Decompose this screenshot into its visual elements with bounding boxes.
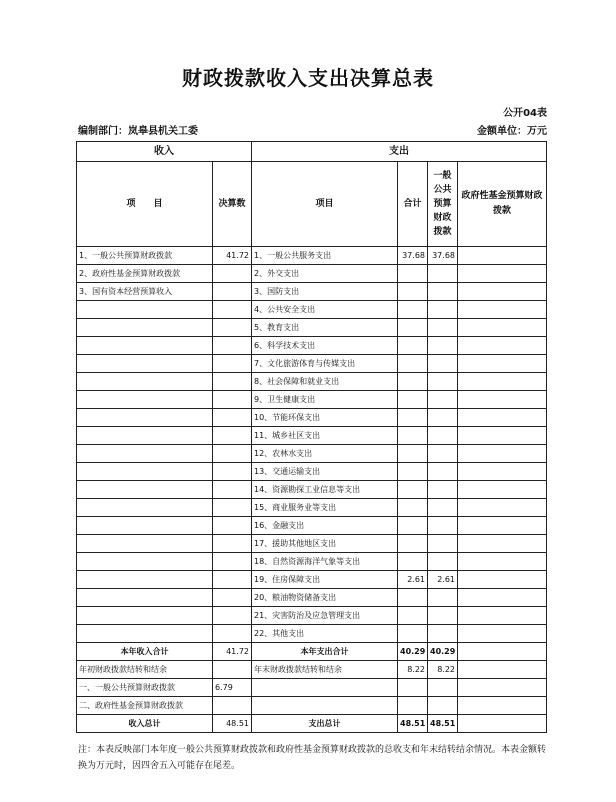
income-header: 收入 [77,142,252,162]
expense-item: 9、卫生健康支出 [252,391,398,409]
expense-item: 6、科学技术支出 [252,337,398,355]
table-row [77,589,547,607]
income-amount [213,553,252,571]
expense-general: 37.68 [428,247,458,265]
department-name: 岚皋县机关工委 [128,126,198,137]
year-total-row [77,643,547,661]
expense-item: 14、资源勘探工业信息等支出 [252,481,398,499]
carry-out-total: 8.22 [398,661,428,679]
expense-general [428,427,458,445]
expense-fund [458,589,547,607]
income-item [77,463,213,481]
expense-fund [458,535,547,553]
table-row [77,283,547,301]
expense-total [398,607,428,625]
income-item [77,499,213,517]
expense-item: 18、自然资源海洋气象等支出 [252,553,398,571]
expense-fund [458,247,547,265]
expense-total [398,625,428,643]
expense-fund [458,517,547,535]
expense-header: 支出 [252,142,547,162]
expense-item: 16、金融支出 [252,517,398,535]
header-row-1 [77,142,547,162]
year-expense-fund [458,643,547,661]
income-amount [213,283,252,301]
expense-general: 2.61 [428,571,458,589]
expense-total [398,391,428,409]
expense-general [428,337,458,355]
income-item [77,535,213,553]
expense-item: 13、交通运输支出 [252,463,398,481]
income-amount [213,607,252,625]
table-row [77,571,547,589]
income-item [77,481,213,499]
expense-fund [458,301,547,319]
expense-total: 2.61 [398,571,428,589]
expense-fund [458,463,547,481]
year-expense-general: 40.29 [428,643,458,661]
table-row [77,553,547,571]
expense-general [428,445,458,463]
income-amount [213,535,252,553]
income-grand-total-amount: 48.51 [213,715,252,733]
expense-item: 4、公共安全支出 [252,301,398,319]
expense-general [428,373,458,391]
expense-item: 10、节能环保支出 [252,409,398,427]
expense-fund [458,373,547,391]
income-item [77,409,213,427]
table-row [77,373,547,391]
expense-general [428,517,458,535]
expense-item: 2、外交支出 [252,265,398,283]
carry-general-row [77,679,547,697]
carry-row [77,661,547,679]
expense-total [398,427,428,445]
income-item [77,517,213,535]
income-amount [213,445,252,463]
table-row [77,355,547,373]
income-item [77,391,213,409]
expense-grand-fund [458,715,547,733]
expense-general [428,319,458,337]
carry-fund-label: 二、政府性基金预算财政拨款 [77,697,213,715]
income-item [77,337,213,355]
expense-general [428,553,458,571]
carry-in-label: 年初财政拨款结转和结余 [77,661,213,679]
income-amount [213,589,252,607]
expense-item: 12、农林水支出 [252,445,398,463]
income-amount [213,625,252,643]
income-amount [213,265,252,283]
footnote: 注：本表反映部门本年度一般公共预算财政拨款和政府性基金预算财政拨款的总收支和年末结转结余情况。本表金额转换为万元时，因四舍五入可能存在尾差。 [78,745,547,771]
expense-item: 7、文化旅游体育与传媒支出 [252,355,398,373]
carry-fund-row [77,697,547,715]
expense-item: 15、商业服务业等支出 [252,499,398,517]
expense-general [428,391,458,409]
expense-general-header: 一般 公共 预算 财政 拨款 [428,162,458,247]
expense-total [398,445,428,463]
income-item [77,301,213,319]
income-item [77,373,213,391]
expense-item: 22、其他支出 [252,625,398,643]
expense-total [398,373,428,391]
expense-item: 17、援助其他地区支出 [252,535,398,553]
expense-item-header: 项目 [252,162,398,247]
expense-grand-total-label: 支出总计 [252,715,398,733]
expense-general [428,607,458,625]
expense-fund [458,283,547,301]
expense-fund [458,427,547,445]
expense-item: 21、灾害防治及应急管理支出 [252,607,398,625]
expense-general [428,625,458,643]
amount-unit: 金额单位：万元 [477,126,547,137]
expense-total-header: 合计 [398,162,428,247]
expense-total: 37.68 [398,247,428,265]
income-amount [213,409,252,427]
expense-item: 19、住房保障支出 [252,571,398,589]
expense-general [428,481,458,499]
year-income-total-label: 本年收入合计 [77,643,213,661]
table-row [77,247,547,265]
expense-total [398,535,428,553]
expense-total [398,517,428,535]
table-row [77,337,547,355]
expense-general [428,535,458,553]
expense-fund [458,391,547,409]
expense-fund [458,607,547,625]
table-row [77,517,547,535]
income-item [77,445,213,463]
income-item-header: 项 目 [77,162,213,247]
expense-fund [458,481,547,499]
income-grand-total-label: 收入总计 [77,715,213,733]
expense-total [398,409,428,427]
expense-total [398,499,428,517]
income-item [77,589,213,607]
year-expense-total-label: 本年支出合计 [252,643,398,661]
year-income-total-amount: 41.72 [213,643,252,661]
table-row [77,481,547,499]
income-amount [213,463,252,481]
expense-general [428,409,458,427]
income-amount: 41.72 [213,247,252,265]
income-item [77,571,213,589]
expense-item: 11、城乡社区支出 [252,427,398,445]
table-row [77,607,547,625]
expense-item: 8、社会保障和就业支出 [252,373,398,391]
income-item: 2、政府性基金预算财政拨款 [77,265,213,283]
expense-general [428,589,458,607]
expense-general [428,283,458,301]
expense-total [398,319,428,337]
table-row [77,409,547,427]
expense-fund [458,409,547,427]
expense-total [398,265,428,283]
table-row [77,319,547,337]
expense-general [428,355,458,373]
expense-fund [458,445,547,463]
expense-grand-total: 48.51 [398,715,428,733]
header-row-2 [77,162,547,247]
income-amount [213,355,252,373]
income-amount [213,373,252,391]
income-amount [213,481,252,499]
income-item [77,319,213,337]
income-amount [213,427,252,445]
income-item [77,553,213,571]
expense-total [398,481,428,499]
income-item: 3、国有资本经营预算收入 [77,283,213,301]
form-code: 公开04表 [503,108,547,119]
expense-general [428,301,458,319]
department-label: 编制部门： [78,126,128,137]
expense-fund [458,553,547,571]
carry-fund-amount [213,697,252,715]
income-amount [213,337,252,355]
budget-table [76,141,547,733]
department [78,122,198,137]
income-amount [213,517,252,535]
expense-total [398,589,428,607]
expense-fund [458,571,547,589]
income-item [77,607,213,625]
expense-total [398,283,428,301]
table-row [77,535,547,553]
grand-total-row [77,715,547,733]
carry-out-fund [458,661,547,679]
expense-fund [458,319,547,337]
income-amount [213,391,252,409]
table-row [77,625,547,643]
expense-item: 1、一般公共服务支出 [252,247,398,265]
expense-total [398,301,428,319]
expense-total [398,463,428,481]
carry-out-label: 年末财政拨款结转和结余 [252,661,398,679]
expense-item: 3、国防支出 [252,283,398,301]
table-row [77,391,547,409]
expense-fund-header: 政府性基金预算财政拨款 [458,162,547,247]
table-row [77,499,547,517]
income-amount [213,301,252,319]
page-title: 财政拨款收入支出决算总表 [182,66,434,90]
expense-grand-general: 48.51 [428,715,458,733]
expense-general [428,463,458,481]
carry-out-general: 8.22 [428,661,458,679]
expense-fund [458,625,547,643]
table-row [77,463,547,481]
expense-total [398,355,428,373]
expense-total [398,553,428,571]
income-amount [213,571,252,589]
table-row [77,445,547,463]
income-amount [213,319,252,337]
income-item [77,355,213,373]
income-amount-header: 决算数 [213,162,252,247]
carry-in-amount [213,661,252,679]
expense-fund [458,355,547,373]
expense-fund [458,337,547,355]
income-item: 1、一般公共预算财政拨款 [77,247,213,265]
income-amount [213,499,252,517]
table-row [77,265,547,283]
expense-fund [458,499,547,517]
carry-general-amount: 6.79 [213,679,252,697]
table-row [77,301,547,319]
income-item [77,625,213,643]
year-expense-total: 40.29 [398,643,428,661]
table-row [77,427,547,445]
expense-general [428,499,458,517]
income-item [77,427,213,445]
expense-item: 20、粮油物资储备支出 [252,589,398,607]
expense-item: 5、教育支出 [252,319,398,337]
expense-general [428,265,458,283]
expense-total [398,337,428,355]
carry-general-label: 一、一般公共预算财政拨款 [77,679,213,697]
expense-fund [458,265,547,283]
